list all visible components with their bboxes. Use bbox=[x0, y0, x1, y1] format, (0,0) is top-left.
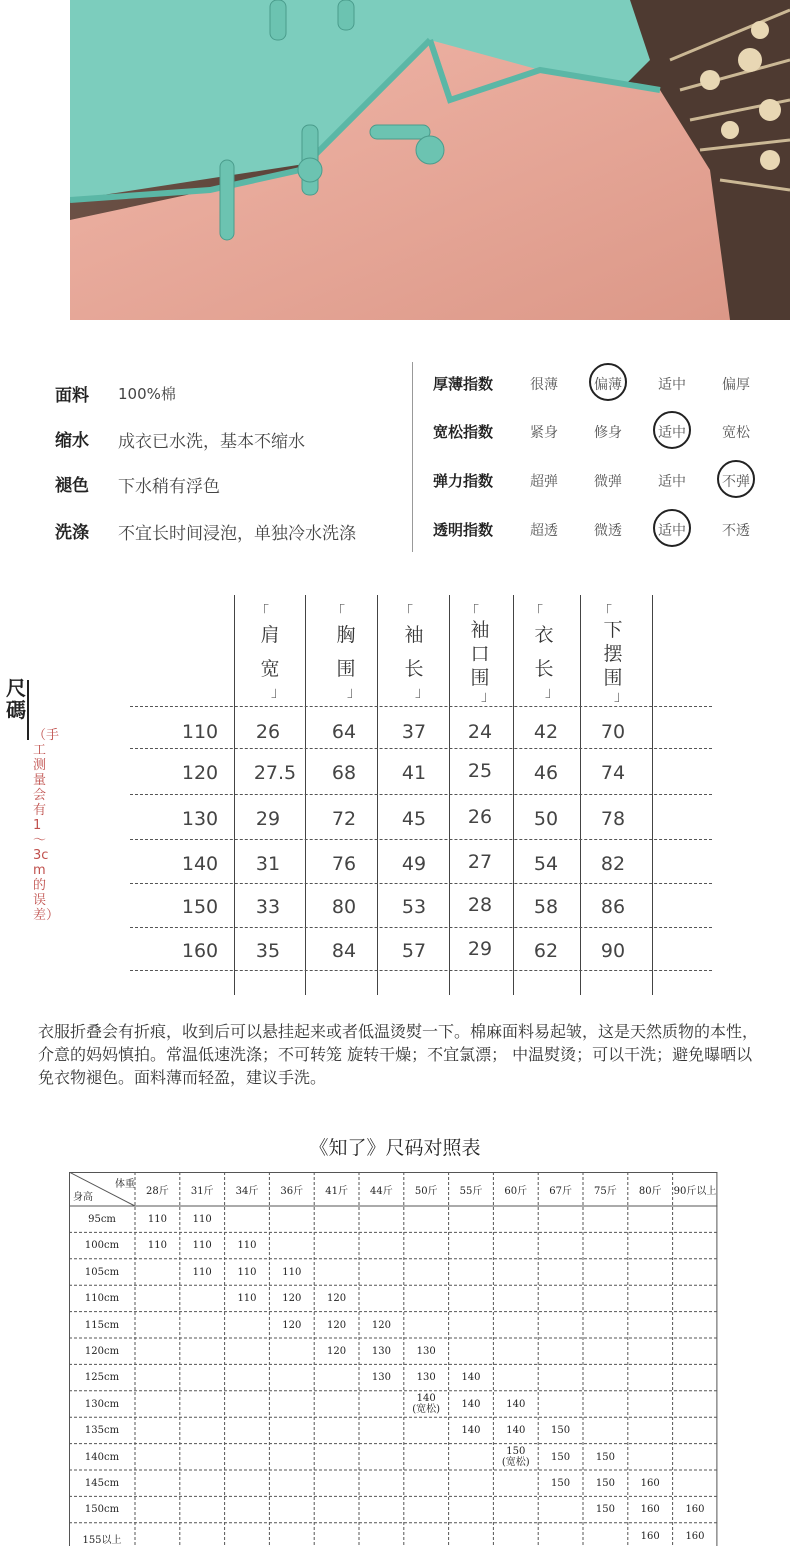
size-cell: 130 bbox=[181, 808, 219, 830]
row-line bbox=[130, 970, 712, 971]
value-cell: 31 bbox=[255, 853, 281, 875]
value-cell: 70 bbox=[600, 721, 626, 743]
value-cell: 50 bbox=[533, 808, 559, 830]
size-value-cell: 120 bbox=[327, 1319, 347, 1331]
weight-header: 41斤 bbox=[325, 1186, 348, 1197]
size-value-cell: 110 bbox=[282, 1266, 302, 1278]
height-label: 135cm bbox=[84, 1425, 120, 1437]
size-cell: 120 bbox=[181, 762, 219, 784]
size-value-cell: 110 bbox=[147, 1240, 167, 1252]
fabric-label: 面料 bbox=[55, 386, 89, 406]
side-title-bar bbox=[27, 680, 29, 740]
index-option: 修身 bbox=[594, 425, 622, 441]
size-value-cell: 160 bbox=[685, 1504, 705, 1516]
index-option: 适中 bbox=[658, 425, 686, 441]
value-cell: 29 bbox=[255, 808, 281, 830]
value-cell: 35 bbox=[255, 940, 281, 962]
size-value-cell: 130 bbox=[371, 1346, 391, 1357]
size-value-cell: 160 bbox=[685, 1530, 705, 1542]
size-value-cell: 150 bbox=[595, 1478, 615, 1489]
height-label: 140cm bbox=[84, 1451, 120, 1463]
table-line bbox=[449, 595, 450, 995]
value-cell: 41 bbox=[401, 762, 427, 784]
value-cell: 57 bbox=[401, 940, 427, 962]
height-label: 115cm bbox=[84, 1319, 120, 1331]
row-line bbox=[130, 927, 712, 928]
value-cell: 54 bbox=[533, 853, 559, 875]
height-label: 110cm bbox=[84, 1293, 120, 1305]
size-value-cell: 130 bbox=[416, 1346, 436, 1357]
size-value-cell: 120 bbox=[327, 1293, 347, 1305]
index-option: 适中 bbox=[658, 377, 686, 393]
height-label: 105cm bbox=[84, 1266, 120, 1278]
size-cell: 110 bbox=[181, 721, 219, 743]
row-line bbox=[130, 706, 712, 707]
fade-value: 下水稍有浮色 bbox=[118, 477, 220, 497]
size-value-cell: 120 bbox=[282, 1293, 302, 1305]
size-value-cell: 160 bbox=[640, 1504, 660, 1516]
weight-header: 90斤以上 bbox=[673, 1186, 717, 1197]
size-value-cell: 150 bbox=[551, 1425, 571, 1437]
header-shoulder: 「 肩 宽 」 bbox=[255, 604, 285, 701]
value-cell: 72 bbox=[331, 808, 357, 830]
value-cell: 74 bbox=[600, 762, 626, 784]
index-option: 偏薄 bbox=[594, 377, 622, 393]
size-side-title: 尺碼 bbox=[6, 676, 26, 722]
weight-header: 31斤 bbox=[190, 1186, 214, 1197]
header-sleeve: 「 袖 长 」 bbox=[399, 604, 429, 701]
table-line bbox=[513, 595, 514, 995]
value-cell: 49 bbox=[401, 853, 427, 875]
fit-index-label: 宽松指数 bbox=[433, 423, 494, 441]
size-value-cell: 150 bbox=[551, 1478, 571, 1489]
fade-label: 褪色 bbox=[55, 476, 89, 496]
index-option: 微弹 bbox=[594, 474, 622, 490]
height-label: 95cm bbox=[88, 1214, 116, 1225]
comparison-title: 《知了》尺码对照表 bbox=[309, 1137, 481, 1159]
weight-header: 80斤 bbox=[638, 1186, 662, 1197]
value-cell: 84 bbox=[331, 940, 357, 962]
weight-header: 34斤 bbox=[235, 1186, 259, 1197]
height-label: 125cm bbox=[84, 1372, 120, 1384]
height-label: 100cm bbox=[84, 1240, 120, 1252]
wash-value: 不宜长时间浸泡，单独冷水洗涤 bbox=[118, 524, 356, 544]
index-option: 不弹 bbox=[722, 474, 750, 490]
size-cell: 150 bbox=[181, 896, 219, 918]
weight-header: 55斤 bbox=[459, 1186, 483, 1197]
comparison-grid-lines bbox=[69, 1172, 719, 1546]
value-cell: 26 bbox=[467, 806, 493, 828]
table-line bbox=[377, 595, 378, 995]
weight-header: 60斤 bbox=[504, 1186, 528, 1197]
size-value-cell: 150 (宽松) bbox=[501, 1445, 530, 1468]
table-line bbox=[580, 595, 581, 995]
header-cuff: 「 袖 口 围 」 bbox=[465, 604, 495, 705]
value-cell: 25 bbox=[467, 760, 493, 782]
row-line bbox=[130, 883, 712, 884]
size-side-note: （手工测量会有1～3cm的误差） bbox=[33, 728, 60, 923]
thickness-index-label: 厚薄指数 bbox=[433, 375, 494, 393]
size-value-cell: 140 bbox=[461, 1372, 481, 1384]
index-option: 很薄 bbox=[530, 377, 558, 393]
size-value-cell: 110 bbox=[237, 1266, 257, 1278]
index-option: 紧身 bbox=[530, 425, 558, 441]
value-cell: 90 bbox=[600, 940, 626, 962]
value-cell: 76 bbox=[331, 853, 357, 875]
value-cell: 53 bbox=[401, 896, 427, 918]
index-option: 超弹 bbox=[530, 474, 558, 490]
corner-height: 身高 bbox=[73, 1192, 93, 1203]
header-length: 「 衣 长 」 bbox=[529, 604, 559, 701]
value-cell: 82 bbox=[600, 853, 626, 875]
size-value-cell: 130 bbox=[416, 1372, 436, 1384]
value-cell: 28 bbox=[467, 894, 493, 916]
qipao-illustration bbox=[70, 0, 790, 320]
product-photo bbox=[70, 0, 790, 320]
value-cell: 62 bbox=[533, 940, 559, 962]
row-line bbox=[130, 794, 712, 795]
size-value-cell: 140 bbox=[506, 1398, 526, 1410]
height-label: 120cm bbox=[84, 1346, 120, 1357]
size-value-cell: 110 bbox=[147, 1214, 167, 1225]
value-cell: 24 bbox=[467, 721, 493, 743]
size-value-cell: 130 bbox=[371, 1372, 391, 1384]
size-value-cell: 160 bbox=[640, 1478, 660, 1489]
size-value-cell: 110 bbox=[237, 1240, 257, 1252]
transparency-index-label: 透明指数 bbox=[433, 521, 494, 539]
header-hem: 「 下 摆 围 」 bbox=[598, 604, 628, 705]
table-line bbox=[305, 595, 306, 995]
row-line bbox=[130, 748, 712, 749]
value-cell: 27.5 bbox=[253, 762, 297, 784]
fabric-value: 100%棉 bbox=[118, 385, 176, 403]
size-value-cell: 110 bbox=[192, 1240, 212, 1252]
value-cell: 68 bbox=[331, 762, 357, 784]
value-cell: 33 bbox=[255, 896, 281, 918]
size-value-cell: 150 bbox=[595, 1451, 615, 1463]
weight-header: 50斤 bbox=[414, 1186, 438, 1197]
wash-label: 洗涤 bbox=[55, 523, 89, 543]
value-cell: 80 bbox=[331, 896, 357, 918]
index-option: 宽松 bbox=[722, 425, 750, 441]
size-value-cell: 110 bbox=[192, 1266, 212, 1278]
index-option: 适中 bbox=[658, 523, 686, 539]
value-cell: 26 bbox=[255, 721, 281, 743]
height-label: 155以上 bbox=[82, 1534, 122, 1546]
shrink-label: 缩水 bbox=[55, 431, 89, 451]
size-value-cell: 110 bbox=[192, 1214, 212, 1225]
size-value-cell: 150 bbox=[595, 1504, 615, 1516]
value-cell: 58 bbox=[533, 896, 559, 918]
index-option: 微透 bbox=[594, 523, 622, 539]
care-note: 衣服折叠会有折痕，收到后可以悬挂起来或者低温烫熨一下。棉麻面料易起皱，这是天然质物的本性，介意的妈妈慎拍。常温低速洗涤；不可转笼 旋转干燥；不宜氯漂； 中温熨烫；可以干洗；避免曝晒以免衣物褪色。面料薄而轻盈，建议手洗。 bbox=[38, 1022, 759, 1087]
size-value-cell: 160 bbox=[640, 1530, 660, 1542]
elasticity-index-label: 弹力指数 bbox=[433, 472, 494, 490]
size-value-cell: 140 (宽松) bbox=[412, 1392, 441, 1415]
size-value-cell: 150 bbox=[551, 1451, 571, 1463]
size-value-cell: 110 bbox=[237, 1293, 257, 1305]
weight-header: 36斤 bbox=[280, 1186, 304, 1197]
index-option: 不透 bbox=[722, 523, 750, 539]
selected-circle bbox=[653, 509, 691, 547]
index-option: 适中 bbox=[658, 474, 686, 490]
size-value-cell: 120 bbox=[371, 1319, 391, 1331]
value-cell: 29 bbox=[467, 938, 493, 960]
size-value-cell: 120 bbox=[282, 1319, 302, 1331]
value-cell: 42 bbox=[533, 721, 559, 743]
index-option: 超透 bbox=[530, 523, 558, 539]
height-label: 130cm bbox=[84, 1398, 120, 1410]
value-cell: 78 bbox=[600, 808, 626, 830]
height-label: 145cm bbox=[84, 1478, 120, 1489]
table-line bbox=[234, 595, 235, 995]
value-cell: 46 bbox=[533, 762, 559, 784]
value-cell: 86 bbox=[600, 896, 626, 918]
size-value-cell: 140 bbox=[461, 1398, 481, 1410]
shrink-value: 成衣已水洗，基本不缩水 bbox=[118, 432, 305, 452]
size-value-cell: 140 bbox=[506, 1425, 526, 1437]
value-cell: 45 bbox=[401, 808, 427, 830]
size-cell: 160 bbox=[181, 940, 219, 962]
weight-header: 44斤 bbox=[370, 1186, 393, 1197]
weight-header: 28斤 bbox=[146, 1186, 169, 1197]
size-value-cell: 140 bbox=[461, 1425, 481, 1437]
size-value-cell: 120 bbox=[327, 1346, 347, 1357]
value-cell: 37 bbox=[401, 721, 427, 743]
height-label: 150cm bbox=[84, 1504, 120, 1516]
size-cell: 140 bbox=[181, 853, 219, 875]
selected-circle bbox=[589, 363, 627, 401]
weight-header: 75斤 bbox=[594, 1186, 617, 1197]
selected-circle bbox=[653, 411, 691, 449]
corner-weight: 体重 bbox=[115, 1179, 135, 1190]
index-option: 偏厚 bbox=[722, 377, 750, 393]
header-chest: 「 胸 围 」 bbox=[331, 604, 361, 701]
value-cell: 64 bbox=[331, 721, 357, 743]
selected-circle bbox=[717, 460, 755, 498]
weight-header: 67斤 bbox=[549, 1186, 572, 1197]
info-divider bbox=[412, 362, 413, 552]
table-line bbox=[652, 595, 653, 995]
row-line bbox=[130, 839, 712, 840]
value-cell: 27 bbox=[467, 851, 493, 873]
